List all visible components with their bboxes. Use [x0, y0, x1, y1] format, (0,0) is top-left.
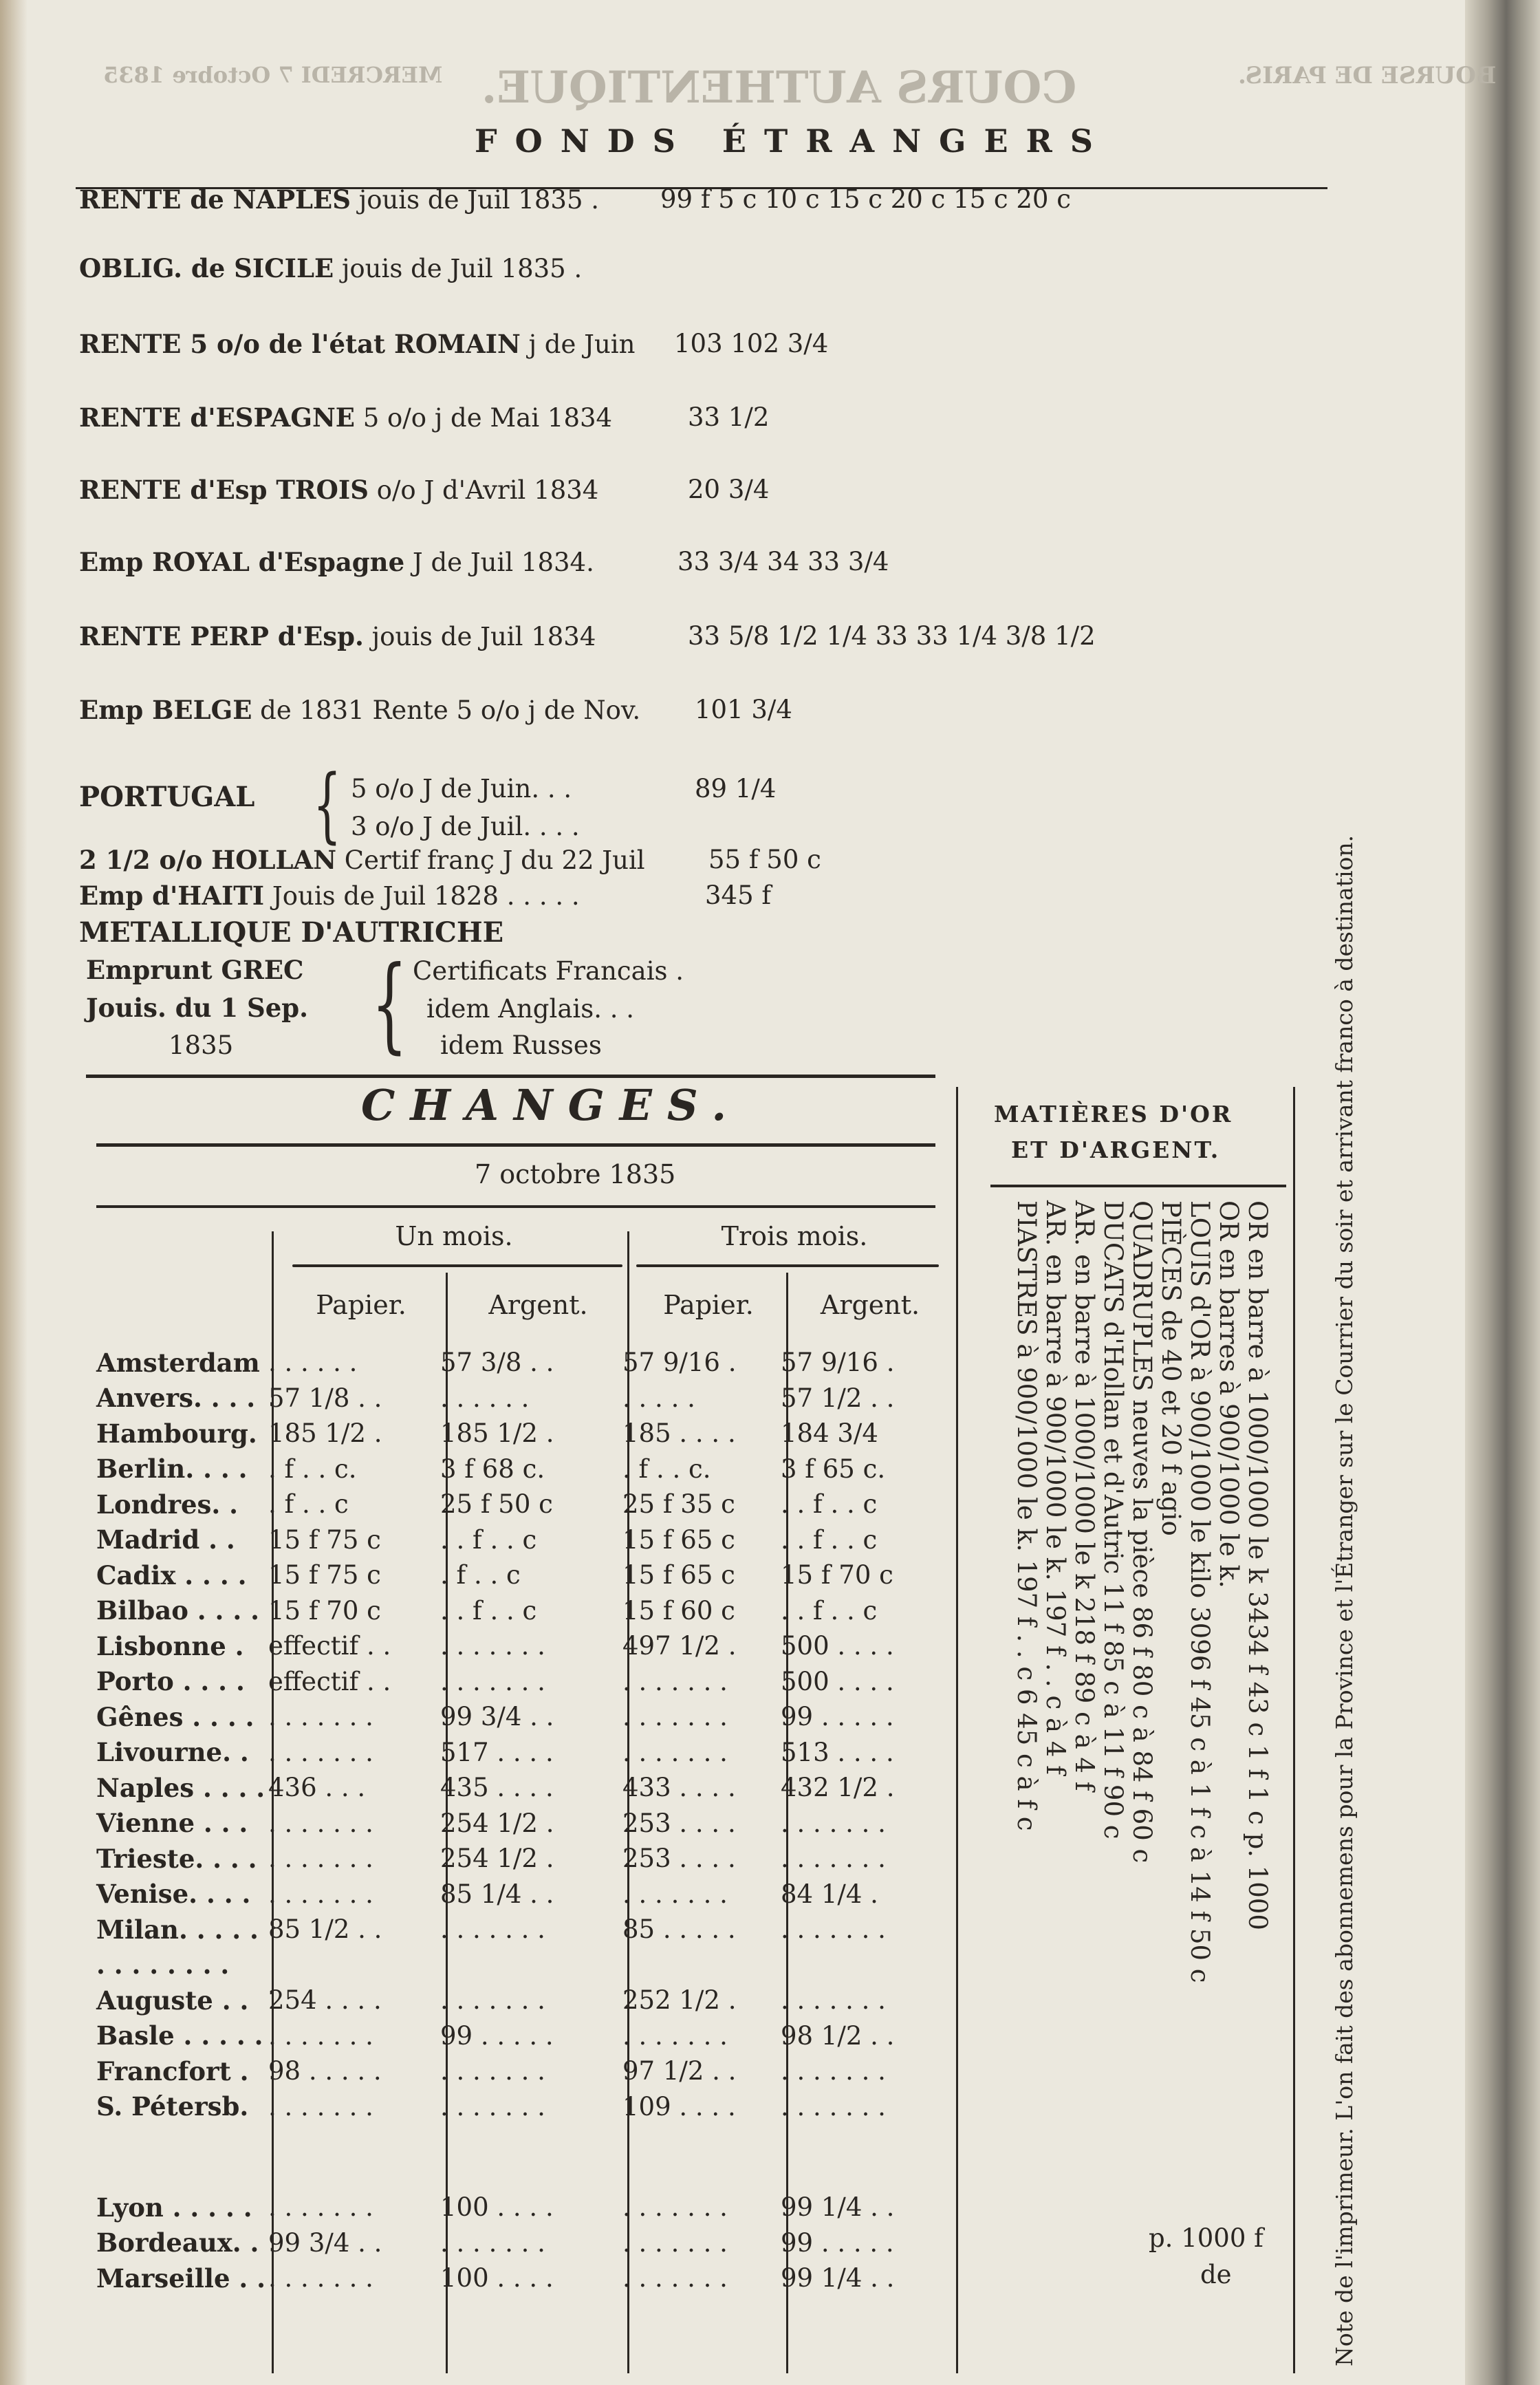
exchange-rate-cell: 109 . . . .	[622, 2091, 736, 2122]
exchange-rate-cell: 98 1/2 . .	[781, 2020, 895, 2051]
col-divider-note	[1293, 1087, 1295, 2373]
exchange-rate-cell: 84 1/4 .	[781, 1879, 878, 1909]
fonds-name: RENTE d'ESPAGNE	[79, 402, 355, 433]
trois-mois-rule	[636, 1264, 939, 1267]
exchange-rate-cell: . . f . . c	[781, 1595, 878, 1626]
exchange-rate-cell: 99 . . . . .	[440, 2020, 554, 2051]
fonds-quote: 33 3/4 34 33 3/4	[677, 547, 889, 576]
fonds-detail: de 1831 Rente 5 o/o j de Nov.	[260, 695, 641, 725]
bleed-through-title: COURS AUTHENTIQUE.	[481, 62, 1077, 114]
fonds-quote: 20 3/4	[688, 475, 770, 504]
exchange-rate-cell: 253 . . . .	[622, 1808, 736, 1838]
exchange-rate-cell: . . . . . . .	[440, 1914, 545, 1945]
exchange-rate-cell: 254 1/2 .	[440, 1844, 554, 1874]
matieres-item: DUCATS d'Hollan et d'Autric 11 f 85 c à 11 f 90 c	[1098, 1200, 1128, 1839]
exchange-place: Hambourg.	[96, 1418, 257, 1449]
table-row	[96, 1770, 946, 1806]
table-row	[96, 1557, 946, 1593]
changes-date: 7 octobre 1835	[475, 1159, 676, 1189]
exchange-rate-cell: 15 f 70 c	[268, 1595, 381, 1626]
fonds-quote: 103 102 3/4	[674, 329, 829, 358]
exchange-rate-cell: 3 f 68 c.	[440, 1454, 545, 1484]
haiti-detail: Jouis de Juil 1828 . . . . .	[272, 881, 580, 911]
exchange-rate-cell: 99 1/4 . .	[781, 2192, 895, 2223]
exchange-rate-cell: 432 1/2 .	[781, 1773, 895, 1803]
exchange-place: Lyon . . . . .	[96, 2192, 252, 2223]
haiti-row	[79, 881, 580, 911]
exchange-rate-cell: . . . . . . .	[622, 1879, 728, 1909]
matieres-footer-p: p. 1000 f	[1149, 2223, 1264, 2253]
exchange-rate-cell: 85 . . . . .	[622, 1914, 736, 1945]
table-row	[96, 2225, 946, 2261]
fonds-row	[79, 402, 612, 433]
exchange-place: Vienne . . .	[96, 1808, 248, 1839]
exchange-rate-cell: . . . . . . .	[268, 2263, 373, 2294]
exchange-place: Madrid . .	[96, 1524, 235, 1555]
grec-row-2: idem Anglais. . .	[426, 994, 635, 1024]
exchange-rate-cell: . . . . . . .	[440, 1985, 545, 2016]
portugal-row-1-quote: 89 1/4	[695, 774, 777, 803]
table-row	[96, 1522, 946, 1558]
exchange-rate-cell: 433 . . . .	[622, 1773, 736, 1803]
fonds-name: Emp ROYAL d'Espagne	[79, 547, 405, 577]
exchange-place: Trieste. . . .	[96, 1843, 257, 1874]
col-divider-matieres	[956, 1087, 958, 2373]
table-row	[96, 1699, 946, 1735]
exchange-rate-cell: . . . . . . .	[781, 1844, 886, 1874]
exchange-rate-cell: 185 1/2 .	[268, 1418, 382, 1449]
exchange-place: S. Pétersb.	[96, 2091, 249, 2122]
exchange-rate-cell: effectif . .	[268, 1631, 391, 1661]
table-row	[96, 1806, 946, 1842]
haiti-quote: 345 f	[705, 881, 772, 910]
header-un-mois: Un mois.	[395, 1221, 513, 1251]
table-row	[96, 1593, 946, 1629]
exchange-rate-cell: 57 3/8 . .	[440, 1348, 554, 1378]
exchange-rate-cell: 254 1/2 .	[440, 1808, 554, 1838]
table-row	[96, 2260, 946, 2296]
exchange-rate-cell: 97 1/2 . .	[622, 2056, 737, 2086]
fonds-quote: 33 5/8 1/2 1/4 33 33 1/4 3/8 1/2	[688, 621, 1096, 651]
matieres-rule	[990, 1185, 1286, 1187]
exchange-rate-cell: . . . . . . .	[268, 1808, 373, 1838]
exchange-rate-cell: 500 . . . .	[781, 1631, 894, 1661]
exchange-rate-cell: . . . . . . .	[268, 1844, 373, 1874]
printer-note: Note de l'imprimeur. L'on fait des abonnemens pour la Province et l'Étranger sur le Courrier du soir et arrivant franco à destination.	[1331, 834, 1358, 2366]
exchange-rate-cell: 3 f 65 c.	[781, 1454, 886, 1484]
exchange-rate-cell: 253 . . . .	[622, 1844, 736, 1874]
matieres-footer-de: de	[1200, 2260, 1232, 2289]
exchange-rate-cell: 15 f 75 c	[268, 1524, 381, 1555]
exchange-place: Porto . . . .	[96, 1666, 245, 1697]
table-row	[96, 2053, 946, 2089]
exchange-rate-cell: 15 f 60 c	[622, 1595, 735, 1626]
exchange-rate-cell: 185 . . . .	[622, 1418, 736, 1449]
table-row	[96, 1877, 946, 1912]
exchange-rate-cell: 85 1/2 . .	[268, 1914, 382, 1945]
haiti-name: Emp d'HAITI	[79, 881, 265, 911]
exchange-place: Anvers. . . .	[96, 1383, 256, 1414]
table-row	[96, 1841, 946, 1877]
changes-rule-top	[96, 1143, 935, 1147]
table-row	[96, 2018, 946, 2054]
portugal-brace: {	[313, 757, 342, 852]
fonds-quote: 33 1/2	[688, 402, 770, 432]
exchange-rate-cell: . . . . .	[622, 1383, 695, 1413]
fonds-name: RENTE 5 o/o de l'état ROMAIN	[79, 329, 521, 359]
exchange-rate-cell: 185 1/2 .	[440, 1418, 554, 1449]
exchange-rate-cell: 100 . . . .	[440, 2263, 554, 2294]
portugal-row-1-label: 5 o/o J de Juin. . .	[351, 774, 572, 803]
table-row	[96, 1664, 946, 1700]
hollan-row	[79, 845, 645, 875]
exchange-rate-cell: 57 1/8 . .	[268, 1383, 382, 1413]
exchange-place: Auguste . .	[96, 1985, 249, 2016]
exchange-rate-cell: . . . . . . .	[268, 2192, 373, 2223]
table-row	[96, 1381, 946, 1416]
matieres-item: AR. en barre à 1000/1000 le k 218 f 89 c à 4 f	[1070, 1200, 1099, 1791]
exchange-rate-cell: . . . . . . .	[622, 2020, 728, 2051]
grec-jouis: Jouis. du 1 Sep.	[86, 993, 309, 1023]
header-argent-1: Argent.	[488, 1290, 588, 1320]
matieres-item: PIÈCES de 40 et 20 f agio	[1156, 1200, 1186, 1536]
exchange-rate-cell: 25 f 35 c	[622, 1489, 735, 1520]
grec-name: Emprunt GREC	[86, 955, 304, 985]
exchange-rate-cell: . . . . . . .	[268, 2091, 373, 2122]
changes-table	[96, 1345, 946, 2296]
matieres-item: OR en barres à 900/1000 le k.	[1214, 1200, 1244, 1588]
exchange-rate-cell: . . . . . . .	[268, 2020, 373, 2051]
fonds-name: RENTE d'Esp TROIS	[79, 475, 369, 505]
exchange-place: Bordeaux. .	[96, 2227, 259, 2258]
grec-row-1: Certificats Francais .	[413, 956, 684, 986]
exchange-place: Bilbao . . . .	[96, 1595, 259, 1626]
exchange-rate-cell: . . . . . . .	[440, 1631, 545, 1661]
portugal-label: PORTUGAL	[79, 781, 255, 813]
fonds-row	[79, 184, 599, 215]
exchange-rate-cell: . . f . . c	[440, 1524, 537, 1555]
page-title: FONDS ÉTRANGERS	[475, 122, 1111, 160]
exchange-rate-cell: . . f . . c	[781, 1524, 878, 1555]
exchange-rate-cell: 184 3/4	[781, 1418, 878, 1449]
exchange-rate-cell: . . . . . . .	[440, 1666, 545, 1696]
exchange-rate-cell: . . . . . . .	[268, 1737, 373, 1767]
header-papier-1: Papier.	[316, 1290, 406, 1320]
exchange-rate-cell: . . . . . . .	[781, 2056, 886, 2086]
exchange-rate-cell: effectif . .	[268, 1666, 391, 1696]
exchange-rate-cell: . f . . c.	[622, 1454, 711, 1484]
matieres-title-1: MATIÈRES D'OR	[994, 1101, 1233, 1127]
exchange-rate-cell: 435 . . . .	[440, 1773, 554, 1803]
exchange-rate-cell: . . . . . . .	[622, 2263, 728, 2294]
page-left-edge	[0, 0, 28, 2385]
exchange-rate-cell: . f . . c.	[268, 1454, 357, 1484]
exchange-rate-cell: 15 f 75 c	[268, 1560, 381, 1590]
exchange-rate-cell: 99 3/4 . .	[440, 1702, 554, 1732]
exchange-rate-cell: 513 . . . .	[781, 1737, 894, 1767]
bleed-through-date: MERCREDI 7 Octobre 1835	[103, 62, 443, 88]
fonds-row	[79, 547, 594, 577]
matieres-item: LOUIS d'OR à 900/1000 le kilo 3096 f 45 c à 1 f c à 14 f 50 c	[1185, 1200, 1215, 1983]
header-papier-2: Papier.	[663, 1290, 754, 1320]
exchange-place: Milan. . . . .	[96, 1914, 259, 1945]
exchange-rate-cell: 99 1/4 . .	[781, 2263, 895, 2294]
fonds-quote: 99 f 5 c 10 c 15 c 20 c 15 c 20 c	[660, 184, 1071, 214]
hollan-name: 2 1/2 o/o HOLLAN	[79, 845, 337, 875]
un-mois-rule	[292, 1264, 622, 1267]
table-row	[96, 1416, 946, 1451]
table-row	[96, 1487, 946, 1522]
exchange-rate-cell: . . . . . .	[440, 1383, 530, 1413]
exchange-rate-cell: 99 3/4 . .	[268, 2227, 382, 2258]
exchange-rate-cell: 99 . . . . .	[781, 1702, 894, 1732]
exchange-rate-cell: 100 . . . .	[440, 2192, 554, 2223]
exchange-rate-cell: . . . . . . .	[268, 1879, 373, 1909]
fonds-row	[79, 253, 582, 283]
fonds-row	[79, 329, 635, 359]
exchange-place: Venise. . . .	[96, 1879, 251, 1910]
matieres-item: PIASTRES à 900/1000 le k. 197 f . . c 6 45 c à f c	[1012, 1200, 1041, 1831]
exchange-place: . . . . . . . .	[96, 1950, 230, 1981]
fonds-name: RENTE de NAPLES	[79, 184, 351, 215]
exchange-rate-cell: 57 9/16 .	[781, 1348, 895, 1378]
exchange-place: Lisbonne .	[96, 1630, 244, 1661]
grec-row-3: idem Russes	[440, 1030, 602, 1060]
section-rule	[86, 1075, 935, 1078]
exchange-place: Cadix . . . .	[96, 1560, 247, 1590]
exchange-place: Londres. .	[96, 1489, 238, 1520]
exchange-rate-cell: . . f . . c	[781, 1489, 878, 1520]
exchange-rate-cell	[781, 1947, 946, 1983]
exchange-rate-cell: . . . . . . .	[440, 2091, 545, 2122]
exchange-place: Marseille . .	[96, 2263, 266, 2294]
changes-title: CHANGES.	[361, 1080, 742, 1130]
exchange-rate-cell: 517 . . . .	[440, 1737, 554, 1767]
exchange-rate-cell: . . . . . . .	[622, 1737, 728, 1767]
exchange-rate-cell: . . . . . . .	[440, 2056, 545, 2086]
table-row	[96, 1983, 946, 2018]
fonds-name: Emp BELGE	[79, 695, 252, 725]
exchange-place: Francfort .	[96, 2055, 249, 2086]
exchange-rate-cell: 436 . . .	[268, 1773, 366, 1803]
exchange-rate-cell	[622, 1947, 781, 1983]
exchange-rate-cell: 500 . . . .	[781, 1666, 894, 1696]
exchange-place: Livourne. .	[96, 1737, 249, 1768]
fonds-detail: jouis de Juil 1835 .	[341, 254, 583, 283]
exchange-place: Berlin. . . .	[96, 1454, 248, 1485]
fonds-name: RENTE PERP d'Esp.	[79, 621, 364, 651]
exchange-rate-cell: 252 1/2 .	[622, 1985, 737, 2016]
exchange-rate-cell: . . . . . . .	[622, 1666, 728, 1696]
matieres-item: AR. en barre à 900/1000 le k. 197 f . . c à 4 f	[1041, 1200, 1070, 1775]
exchange-rate-cell: 15 f 70 c	[781, 1560, 893, 1590]
bleed-through-bourse: BOURSE DE PARIS.	[1238, 62, 1497, 89]
header-trois-mois: Trois mois.	[721, 1221, 868, 1251]
changes-rule-date	[96, 1205, 935, 1208]
exchange-place: Naples . . . .	[96, 1772, 265, 1803]
grec-brace: {	[371, 945, 408, 1064]
exchange-rate-cell	[268, 1947, 440, 1983]
exchange-rate-cell: 99 . . . . .	[781, 2227, 894, 2258]
fonds-detail: j de Juin	[528, 330, 636, 359]
table-row	[96, 2190, 946, 2225]
table-row	[96, 1628, 946, 1664]
fonds-detail: jouis de Juil 1835 .	[358, 185, 600, 215]
exchange-rate-cell: 57 9/16 .	[622, 1348, 737, 1378]
matieres-title-2: ET D'ARGENT.	[1011, 1136, 1221, 1163]
exchange-rate-cell: 254 . . . .	[268, 1985, 382, 2016]
exchange-place: Basle . . . . .	[96, 2020, 263, 2051]
exchange-rate-cell: 15 f 65 c	[622, 1524, 735, 1555]
matieres-item: QUADRUPLES neuves la pièce 86 f 80 c à 84 f 60 c	[1127, 1200, 1157, 1864]
table-row	[96, 1912, 946, 1947]
exchange-rate-cell	[440, 1947, 622, 1983]
exchange-rate-cell: . . . . . . .	[781, 1808, 886, 1838]
fonds-name: OBLIG. de SICILE	[79, 253, 334, 283]
exchange-rate-cell: . . . . . . .	[268, 1702, 373, 1732]
exchange-place: Amsterdam	[96, 1347, 260, 1378]
fonds-quote: 101 3/4	[695, 695, 792, 724]
portugal-row-2-label: 3 o/o J de Juil. . . .	[351, 812, 580, 841]
table-row	[96, 1451, 946, 1487]
fonds-row	[79, 695, 640, 725]
exchange-rate-cell: 98 . . . . .	[268, 2056, 382, 2086]
hollan-quote: 55 f 50 c	[708, 845, 821, 874]
exchange-rate-cell: . . . . . . .	[622, 2227, 728, 2258]
exchange-rate-cell: . f . . c	[268, 1489, 349, 1520]
exchange-rate-cell: 57 1/2 . .	[781, 1383, 895, 1413]
exchange-rate-cell: 15 f 65 c	[622, 1560, 735, 1590]
book-spine	[1465, 0, 1540, 2385]
table-row	[96, 1735, 946, 1771]
fonds-row	[79, 621, 596, 651]
exchange-rate-cell: . . f . . c	[440, 1595, 537, 1626]
grec-year: 1835	[169, 1030, 234, 1060]
exchange-rate-cell: . . . . . . .	[622, 1702, 728, 1732]
fonds-detail: J de Juil 1834.	[412, 548, 594, 577]
exchange-rate-cell: 85 1/4 . .	[440, 1879, 554, 1909]
header-argent-2: Argent.	[820, 1290, 920, 1320]
exchange-rate-cell: . f . . c	[440, 1560, 521, 1590]
fonds-row	[79, 475, 598, 505]
exchange-rate-cell: . . . . . . .	[781, 1985, 886, 2016]
exchange-rate-cell: . . . . . . .	[781, 1914, 886, 1945]
exchange-rate-cell: . . . . . . .	[440, 2227, 545, 2258]
exchange-rate-cell: 25 f 50 c	[440, 1489, 553, 1520]
exchange-rate-cell: . . . . . . .	[622, 2192, 728, 2223]
exchange-rate-cell: . . . . . .	[268, 1348, 358, 1378]
hollan-detail: Certif franç J du 22 Juil	[344, 845, 645, 875]
matieres-item: OR en barre à 1000/1000 le k 3434 f 43 c 1 f 1 c p. 1000	[1243, 1200, 1272, 1930]
fonds-detail: 5 o/o j de Mai 1834	[362, 403, 613, 433]
exchange-place: Gênes . . . .	[96, 1701, 254, 1732]
fonds-detail: o/o J d'Avril 1834	[376, 475, 599, 505]
table-row	[96, 1345, 946, 1381]
exchange-rate-cell: . . . . . . .	[781, 2091, 886, 2122]
fonds-detail: jouis de Juil 1834	[371, 622, 596, 651]
exchange-rate-cell: 497 1/2 .	[622, 1631, 737, 1661]
table-row	[96, 1947, 946, 1983]
table-row	[96, 2089, 946, 2125]
table-spacer	[96, 2124, 946, 2190]
metallique-name: METALLIQUE D'AUTRICHE	[79, 916, 504, 949]
